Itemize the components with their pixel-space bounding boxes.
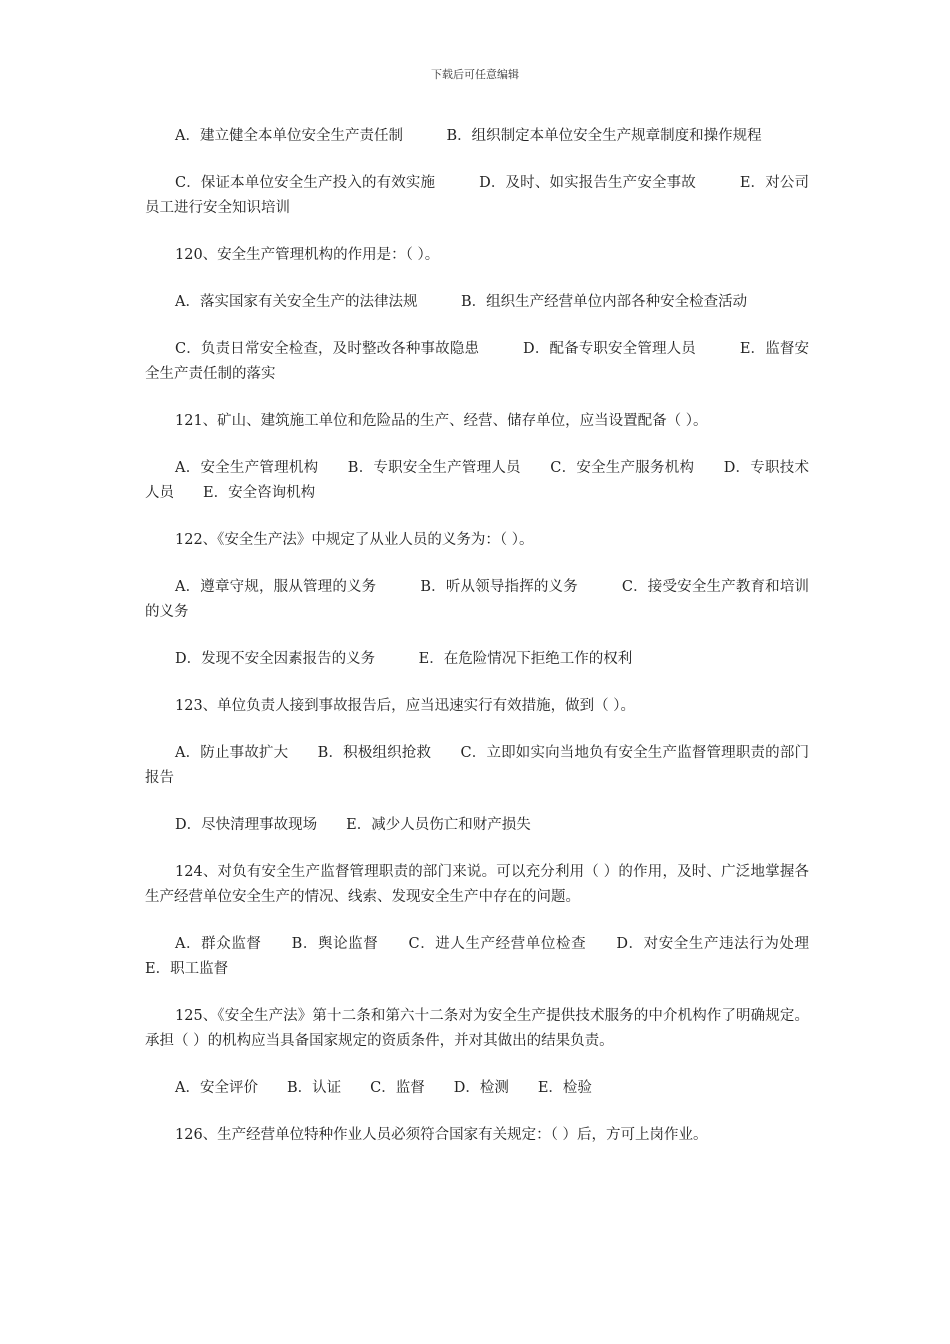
paragraph-options-119-ab: A．建立健全本单位安全生产责任制 B．组织制定本单位安全生产规章制度和操作规程 [175, 128, 762, 144]
question-126: 126、生产经营单位特种作业人员必须符合国家有关规定：（ ）后，方可上岗作业。 [175, 1127, 708, 1143]
paragraph-options-123-de: D．尽快清理事故现场 E．减少人员伤亡和财产损失 [175, 817, 531, 833]
paragraph-options-120-ab: A．落实国家有关安全生产的法律法规 B．组织生产经营单位内部各种安全检查活动 [175, 294, 748, 310]
paragraph-options-122-de: D．发现不安全因素报告的义务 E．在危险情况下拒绝工作的权利 [175, 651, 633, 667]
paragraph-options-119-cde: C．保证本单位安全生产投入的有效实施 D．及时、如实报告生产安全事故 E．对公司员工进行安全知识培训 [145, 175, 809, 216]
question-125: 125、《安全生产法》第十二条和第六十二条对为安全生产提供技术服务的中介机构作了明确规定。承担（ ）的机构应当具备国家规定的资质条件，并对其做出的结果负责。 [145, 1008, 809, 1049]
question-124: 124、对负有安全生产监督管理职责的部门来说。可以充分利用（ ）的作用，及时、广泛地掌握各生产经营单位安全生产的情况、线索、发现安全生产中存在的问题。 [145, 864, 809, 905]
question-121: 121、矿山、建筑施工单位和危险品的生产、经营、储存单位，应当设置配备（ ）。 [175, 413, 708, 429]
paragraph-options-123-abc: A．防止事故扩大 B．积极组织抢救 C．立即如实向当地负有安全生产监督管理职责的部门报告 [145, 745, 809, 786]
question-120: 120、安全生产管理机构的作用是：（ ）。 [175, 247, 440, 263]
document-body [145, 124, 838, 1170]
paragraph-options-125: A．安全评价 B．认证 C．监督 D．检测 E．检验 [175, 1080, 592, 1096]
question-122: 122、《安全生产法》中规定了从业人员的义务为：（ ）。 [175, 532, 534, 548]
page-header: 下载后可任意编辑 [431, 68, 519, 81]
paragraph-options-121: A．安全生产管理机构 B．专职安全生产管理人员 C．安全生产服务机构 D．专职技术人员 E．安全咨询机构 [145, 460, 809, 501]
paragraph-options-120-cde: C．负责日常安全检查，及时整改各种事故隐患 D．配备专职安全管理人员 E．监督安全生产责任制的落实 [145, 341, 809, 382]
paragraph-options-124: A．群众监督 B．舆论监督 C．进人生产经营单位检查 D．对安全生产违法行为处理 E．职工监督 [145, 936, 838, 977]
paragraph-options-122-abc: A．遵章守规，服从管理的义务 B．听从领导指挥的义务 C．接受安全生产教育和培训的义务 [145, 579, 809, 620]
question-123: 123、单位负责人接到事故报告后，应当迅速实行有效措施，做到（ ）。 [175, 698, 636, 714]
